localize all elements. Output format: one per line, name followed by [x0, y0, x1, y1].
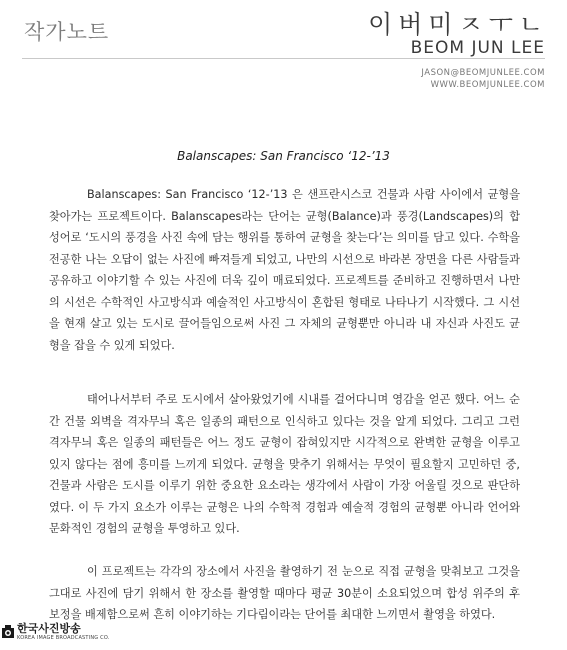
- paragraph-text: Balanscapes: San Francisco ‘12-’13 은 샌프란시스코 건물과 사람 사이에서 균형을 찾아가는 프로젝트이다. Balanscapes라는 단어는 균형(Balance)과 풍경(Landscapes)의 합성어로 ‘도시의 풍경을 사진 속에 담는 행위를 통하여 균형을 찾는다’는 의미를 담고 있다. 수학을 전공한 나는 오답이 없는 사진에 빠져들게 되었고, 나만의 시선으로 바라본 장면을 다른 사람들과 공유하고 이야기할 수 있는 사진에 더욱 깊이 매료되었다. 프로젝트를 준비하고 진행하면서 나만의 시선은 수학적인 사고방식과 예술적인 사고방식이 혼합된 형태로 나타나기 시작했다. 그 시선을 현재 살고 있는 도시로 끌어들임으로써 사진 그 자체의 균형뿐만 아니라 내 자신과 사진도 균형을 잡을 수 있게 되었다.: [49, 188, 520, 352]
- paragraph-2: [49, 389, 520, 540]
- email-link[interactable]: JASON@BEOMJUNLEE.COM: [421, 68, 545, 78]
- camera-logo-icon: [2, 625, 14, 639]
- contact-info: [421, 67, 545, 91]
- page-heading: 작가노트: [24, 20, 110, 44]
- paragraph-text: 태어나서부터 주로 도시에서 살아왔었기에 시내를 걸어다니며 영감을 얻곤 했다. 어느 순간 건물 외벽을 격자무늬 혹은 일종의 패턴으로 인식하고 있다는 것을 알게 되었다. 그리고 그런 격자무늬 혹은 일종의 패턴들은 어느 정도 균형이 잡혀있지만 시각적으로 완벽한 균형을 이루고 있지 않다는 점에 흥미를 느끼게 되었다. 균형을 맞추기 위해서는 무엇이 필요할지 고민하던 중, 건물과 사람은 도시를 이루기 위한 중요한 요소라는 생각에서 사람이 가장 어울릴 것으로 판단하였다. 이 두 가지 요소가 이루는 균형은 나의 수학적 경험과 예술적 경험의 균형뿐 아니라 언어와 문화적인 경험의 균형을 투영하고 있다.: [49, 393, 520, 535]
- paragraph-1: [49, 184, 520, 356]
- watermark-subtitle: KOREA IMAGE BROADCASTING CO.: [17, 635, 110, 641]
- paragraph-3: [49, 561, 520, 626]
- paragraph-text: 이 프로젝트는 각각의 장소에서 사진을 촬영하기 전 눈으로 직접 균형을 맞춰보고 그것을 그대로 사진에 담기 위해서 한 장소를 촬영할 때마다 평균 30분이 소요되었으며 합성 위주의 후보정을 배제함으로써 흔히 이야기하는 기다림이라는 단어를 최대한 느끼면서 촬영을 하였다.: [49, 565, 520, 621]
- watermark-name: 한국사진방송: [17, 622, 81, 635]
- document-title: Balanscapes: San Francisco ‘12-’13: [177, 149, 390, 163]
- logo-mark: 이버미ㅈㅜㄴ: [368, 10, 549, 39]
- logo-block: [365, 10, 549, 58]
- header-rule: [22, 58, 545, 59]
- website-link[interactable]: WWW.BEOMJUNLEE.COM: [430, 80, 545, 90]
- watermark: [0, 622, 110, 650]
- watermark-text: [17, 622, 110, 642]
- logo-name: BEOM JUN LEE: [410, 38, 545, 58]
